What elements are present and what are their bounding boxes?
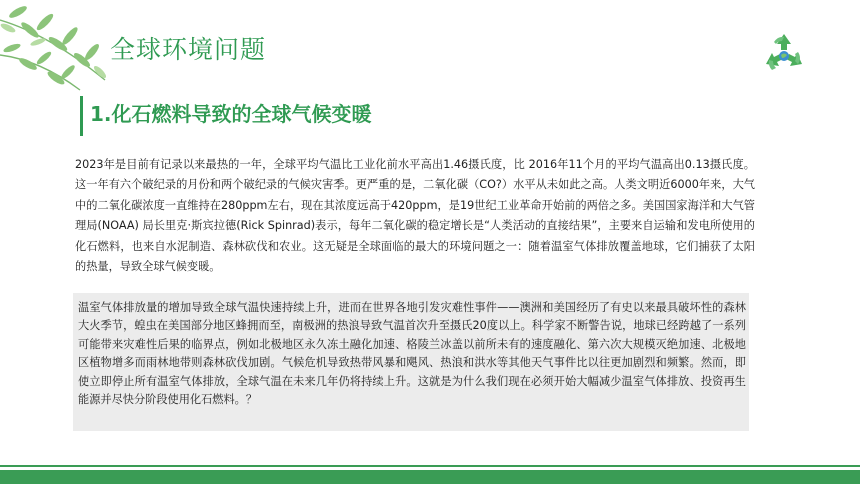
footer-band [0,470,860,484]
intro-paragraph: 2023年是目前有记录以来最热的一年，全球平均气温比工业化前水平高出1.46摄氏度，比 2016年11个月的平均气温高出0.13摄氏度。这一年有六个破纪录的月份和两个破纪录的气候灾害季。更严重的是，二氧化碳（CO?）水平从未如此之高。人类文明近6000年来，大气中的二氧化碳浓度一直维持在280ppm左右，现在其浓度远高于420ppm，是19世纪工业革命开始前的两倍之多。美国国家海洋和大气管理局(NOAA) 局长里克·斯宾拉德(Rick Spinrad)表示，每年二氧化碳的稳定增长是“人类活动的直接结果”，主要来自运输和发电所使用的化石燃料，也来自水泥制造、森林砍伐和农业。这无疑是全球面临的最大的环境问题之一：随着温室气体排放覆盖地球，它们捕获了太阳的热量，导致全球气候变暖。 [75,158,755,274]
recycle-icon [760,30,808,78]
page-title: 全球环境问题 [110,35,267,64]
highlight-paragraph: 温室气体排放量的增加导致全球气温快速持续上升，进而在世界各地引发灾难性事件——澳洲和美国经历了有史以来最具破坏性的森林大火季节，蝗虫在美国部分地区蜂拥而至，南极洲的热浪导致气温首次升至摄氏20度以上。科学家不断警告说，地球已经跨越了一系列可能带来灾难性后果的临界点，例如北极地区永久冻土融化加速、格陵兰冰盖以前所未有的速度融化、第六次大规模灭绝加速、北极地区植物增多而雨林地带则森林砍伐加剧。气候危机导致热带风暴和飓风、热浪和洪水等其他天气事件比以往更加剧烈和频繁。然而，即使立即停止所有温室气体排放，全球气温在未来几年仍将持续上升。这就是为什么我们现在必须开始大幅减少温室气体排放、投资再生能源并尽快分阶段使用化石燃料。？ [78,301,746,407]
section-heading: 1.化石燃料导致的全球气候变暖 [90,102,372,126]
section-accent-bar [80,96,83,136]
footer-line [0,465,860,467]
